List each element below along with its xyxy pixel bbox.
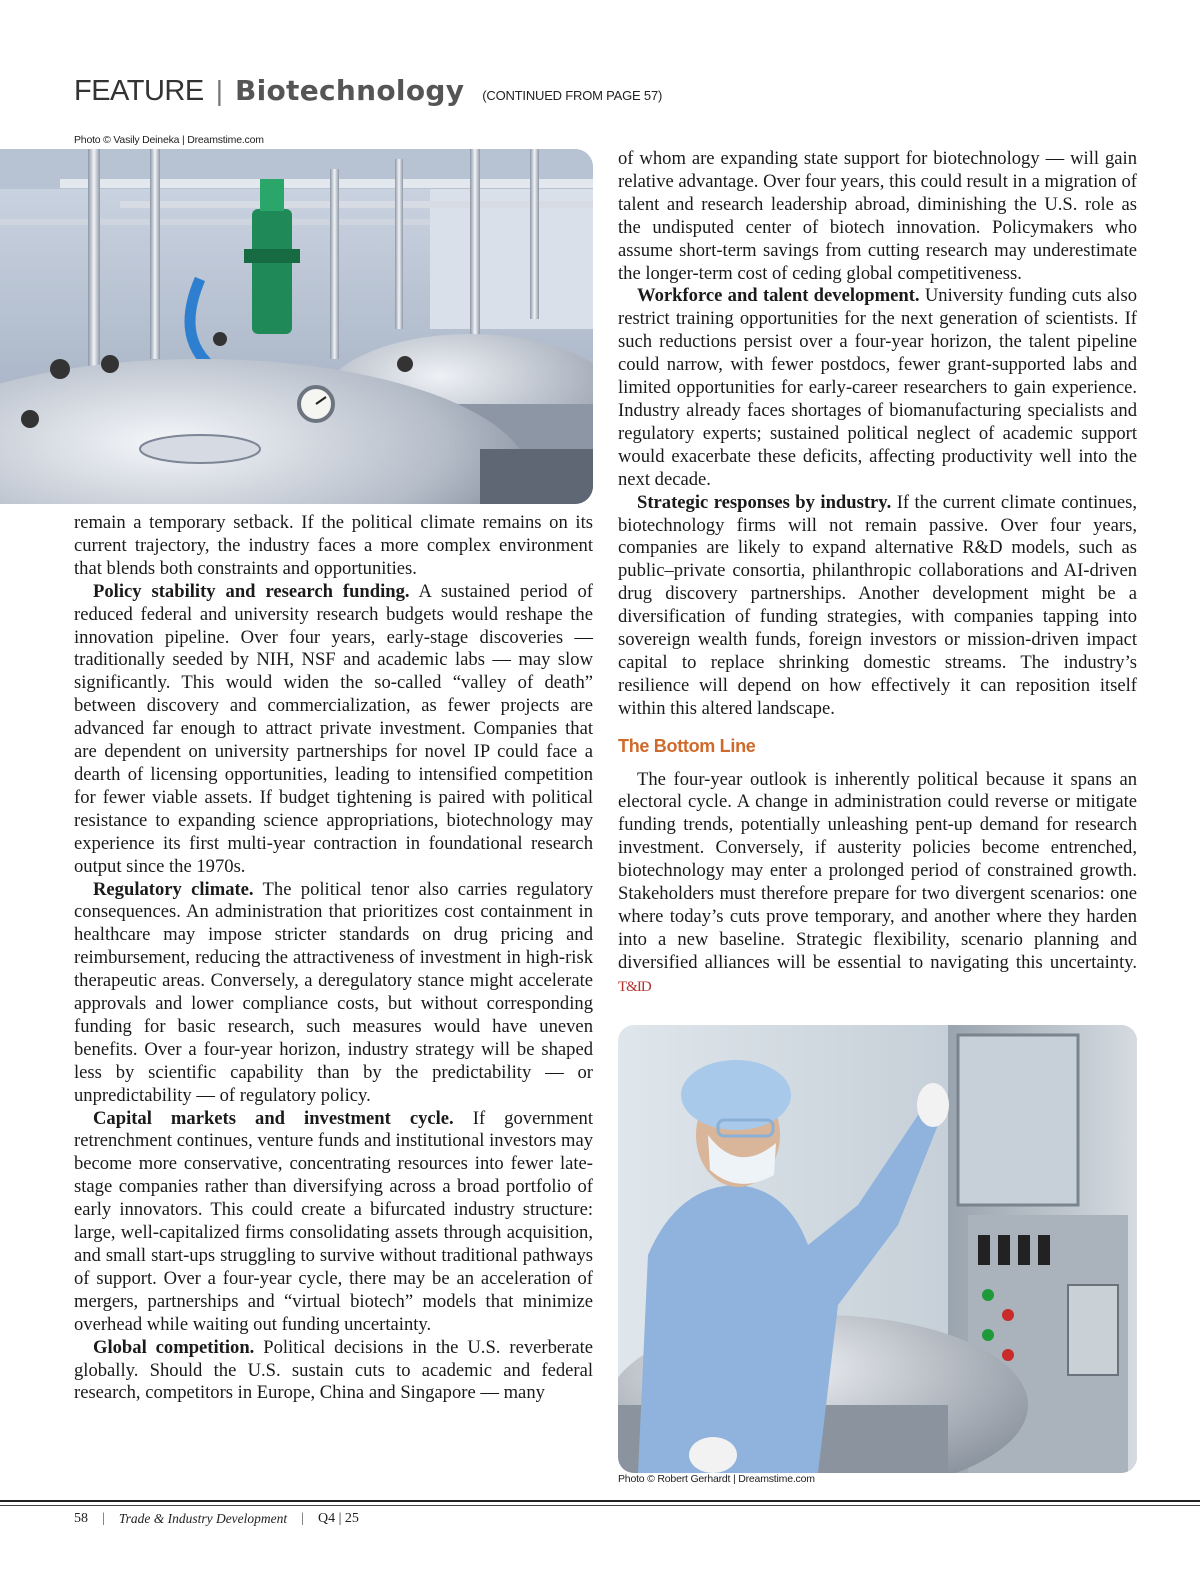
lab-technician-photo — [618, 1025, 1137, 1473]
section-subhead: The Bottom Line — [618, 735, 756, 756]
paragraph-heading: Strategic responses by industry. — [637, 491, 892, 513]
bottom-photo-credit: Photo © Robert Gerhardt | Dreamstime.com — [618, 1473, 815, 1485]
paragraph-body: Political decisions in the U.S. reverberate globally. Should the U.S. sustain cuts to academic and federal research, competitors in Europe, China and Singapore — many — [74, 1336, 593, 1404]
paragraph — [74, 1108, 593, 1337]
paragraph-heading: Regulatory climate. — [93, 878, 254, 900]
footer-separator: | — [102, 1511, 105, 1526]
paragraph-body: If the current climate continues, biotechnology firms will not remain passive. Over four years, companies are likely to expand alternative R&D models, such as public–private consortia, philanthropic collaborations and AI-driven drug discovery partnerships. Another development might be a diversification of funding strategies, with companies tapping into sovereign wealth funds, foreign investors or mission-driven impact capital to replace shrinking domestic streams. The industry’s resilience will depend on how effectively it can reposition itself within this altered landscape. — [618, 491, 1137, 719]
issue-label: Q4 | 25 — [317, 1511, 359, 1526]
paragraph-heading: Workforce and talent development. — [637, 285, 920, 307]
paragraph-heading: Global competition. — [93, 1336, 255, 1358]
paragraph-body: A sustained period of reduced federal and university research budgets would reshape the innovation pipeline. Over four years, early-stage discoveries — traditionally seeded by NIH, NSF and academic labs — may slow significantly. This would widen the so-called “valley of death” between discovery and commercialization, as fewer projects are advanced far enough to attract private investment. Companies that are dependent on university partnerships for novel IP could face a dearth of licensing opportunities, leading to intensified competition for fewer viable assets. If budget tightening is paired with political resistance to expanding science appropriations, biotechnology may experience its first multi-year contraction in foundational research output since the 1970s. — [74, 580, 593, 877]
page-footer — [74, 1511, 359, 1527]
top-photo-credit: Photo © Vasily Deineka | Dreamstime.com — [74, 134, 264, 146]
header-separator: | — [215, 75, 223, 106]
paragraph-body: University funding cuts also restrict training opportunities for the next generation of scientists. If such reductions persist over a four-year horizon, the talent pipeline could narrow, with fewer postdocs, fewer grant-supported labs and limited opportunities for early-career researchers to gain experience. Industry already faces shortages of biomanufacturing specialists and regulatory experts; sustained political neglect of academic support would exacerbate these deficits, affecting productivity well into the next decade. — [618, 285, 1137, 490]
paragraph — [618, 285, 1137, 491]
paragraph — [618, 492, 1137, 721]
footer-separator: | — [301, 1511, 304, 1526]
paragraph-heading: Capital markets and investment cycle. — [93, 1107, 454, 1129]
paragraph: of whom are expanding state support for biotechnology — will gain relative advantage. Over four years, this could result in a migration of talent and research leadership abroad, diminishing the U.S. role as the undisputed center of biotech innovation. Policymakers who assume short-term savings from cutting research may underestimate the longer-term cost of ceding global competitiveness. — [618, 148, 1137, 284]
header-continued-note: (CONTINUED FROM PAGE 57) — [482, 88, 663, 103]
publication-name: Trade & Industry Development — [118, 1511, 288, 1526]
footer-rule — [0, 1505, 1200, 1506]
left-article-column — [74, 512, 593, 1405]
paragraph-body: If government retrenchment continues, venture funds and institutional investors may become more conservative, concentrating resources into fewer late-stage companies rather than diversifying across a broad portfolio of early innovators. This could create a bifurcated industry structure: large, well-capitalized firms consolidating assets through acquisition, and small start-ups struggling to survive without traditional pathways of support. Over a four-year cycle, there may be an acceleration of mergers, partnerships and “virtual biotech” models that minimize overhead while waiting out funding uncertainty. — [74, 1107, 593, 1335]
paragraph — [74, 581, 593, 879]
page-number: 58 — [74, 1511, 88, 1526]
paragraph-body: The political tenor also carries regulatory consequences. An administration that prioritizes cost containment in healthcare may impose stricter standards on drug pricing and reimbursement, reducing the attractiveness of investment in high-risk therapeutic areas. Conversely, a deregulatory stance might accelerate approvals and lower compliance costs, but without corresponding funding for basic research, such measures would have uneven benefits. Over a four-year horizon, industry strategy will be shaped less by scientific capability than by the predictability — or unpredictability — of regulatory policy. — [74, 878, 594, 1106]
header-section-title: Biotechnology — [234, 74, 465, 107]
paragraph-heading: Policy stability and research funding. — [93, 580, 410, 602]
paragraph-body: The four-year outlook is inherently political because it spans an electoral cycle. A change in administration could reverse or mitigate funding trends, potentially unleashing pent-up demand for research investment. Conversely, if austerity policies become entrenched, biotechnology may enter a prolonged period of constrained growth. Stakeholders must therefore prepare for two divergent scenarios: one where today’s cuts prove temporary, and another where they harden into a new baseline. Strategic flexibility, scenario planning and diversified alliances will be essential to navigating this uncertainty. — [618, 768, 1137, 973]
right-article-column — [618, 148, 1137, 999]
paragraph: remain a temporary setback. If the political climate remains on its current trajectory, the industry faces a more complex environment that blends both constraints and opportunities. — [74, 512, 593, 579]
paragraph — [74, 879, 593, 1108]
bioreactor-photo — [0, 149, 593, 504]
footer-rule — [0, 1500, 1200, 1502]
end-mark: T&ID — [618, 978, 651, 995]
paragraph — [618, 769, 1137, 999]
paragraph — [74, 1337, 593, 1406]
page-header — [74, 74, 662, 114]
header-kicker: FEATURE — [74, 75, 204, 107]
